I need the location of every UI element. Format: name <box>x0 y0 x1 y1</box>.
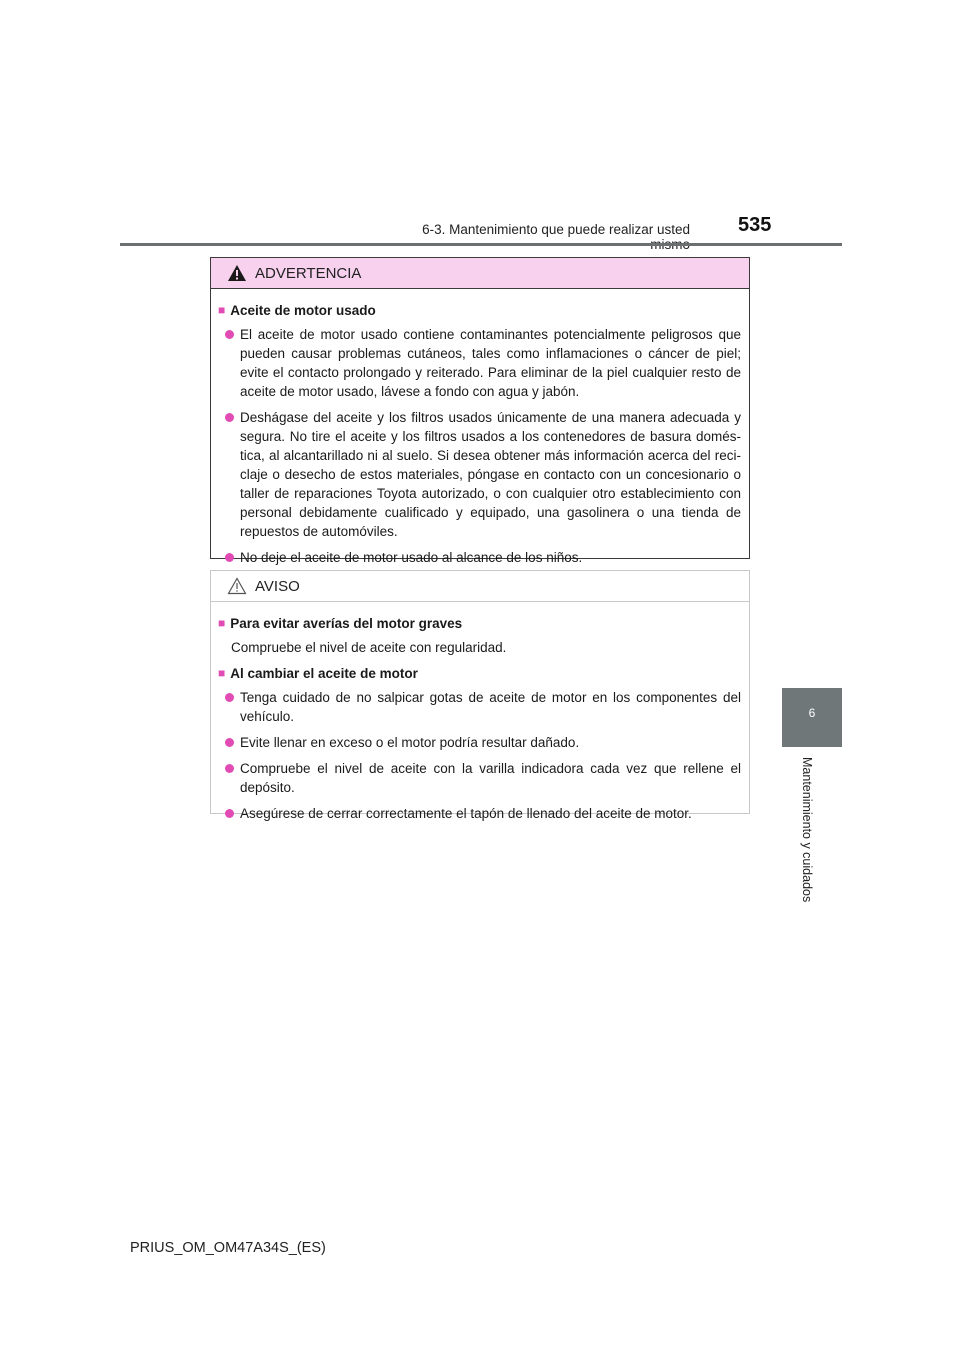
list-item <box>218 759 741 797</box>
notice-subheading-text: Para evitar averías del motor graves <box>230 616 463 631</box>
round-bullet-icon <box>225 738 234 747</box>
notice-title: AVISO <box>255 577 300 595</box>
list-item-text: Evite llenar en exceso o el motor podría resultar dañado. <box>240 735 580 750</box>
round-bullet-icon <box>225 330 234 339</box>
warning-triangle-filled-icon <box>227 264 247 282</box>
list-item <box>218 804 741 823</box>
chapter-tab <box>782 688 842 747</box>
notice-subheading-1 <box>218 614 741 633</box>
notice-box <box>210 570 750 821</box>
list-item-text: Asegúrese de cerrar correctamente el tapón de llenado del aceite de motor. <box>240 806 692 821</box>
notice-body <box>211 602 749 823</box>
warning-title: ADVERTENCIA <box>255 264 362 282</box>
square-bullet-icon: ■ <box>218 303 226 317</box>
square-bullet-icon: ■ <box>218 616 226 630</box>
warning-header <box>211 258 749 289</box>
notice-paragraph: Compruebe el nivel de aceite con regularidad. <box>231 640 507 655</box>
list-item-text: Compruebe el nivel de aceite con la varilla indicadora cada vez que rellene el depósito. <box>240 761 741 795</box>
list-item-text: El aceite de motor usado contiene contaminantes potencialmente peligrosos que pueden causar problemas cutáneos, tales como inflamaciones o cáncer de piel; evite el contacto prolongado y reiterado. Para eliminar de la piel cualquier resto de aceite de motor usado, lávese a fondo con agua y jabón. <box>240 327 741 399</box>
round-bullet-icon <box>225 553 234 562</box>
warning-box <box>210 257 750 565</box>
warning-triangle-outline-icon <box>227 577 247 595</box>
warning-subheading-text: Aceite de motor usado <box>230 303 376 318</box>
round-bullet-icon <box>225 764 234 773</box>
list-item <box>218 733 741 752</box>
round-bullet-icon <box>225 809 234 818</box>
notice-header <box>211 571 749 602</box>
section-header: 6-3. Mantenimiento que puede realizar usted <box>422 222 690 237</box>
list-item-text: No deje el aceite de motor usado al alcance de los niños. <box>240 550 583 565</box>
chapter-title: Mantenimiento y cuidados <box>800 757 814 903</box>
list-item <box>218 688 741 726</box>
warning-subheading <box>218 301 741 320</box>
page-number: 535 <box>738 214 772 236</box>
chapter-number: 6 <box>808 706 816 720</box>
notice-subheading-text: Al cambiar el aceite de motor <box>230 666 418 681</box>
warning-body <box>211 289 749 567</box>
list-item <box>218 325 741 401</box>
list-item <box>218 408 741 541</box>
list-item-text: Deshágase del aceite y los filtros usados únicamente de una manera adecuada y segura. No tire el aceite y los filtros usados a los contenedores de basura domés-tica, al alcantarillado ni al suelo. Si desea obtener más información acerca del reci-claje o desecho de estos materiales, póngase en contacto con un concesionario o taller de reparaciones Toyota autorizado, o con cualquier otro establecimiento con personal debidamente cualificado y equipado, una gasolinera o una tienda de repuestos de automóviles. <box>240 410 741 539</box>
square-bullet-icon: ■ <box>218 666 226 680</box>
round-bullet-icon <box>225 413 234 422</box>
document-code: PRIUS_OM_OM47A34S_(ES) <box>130 1240 326 1256</box>
notice-subheading-2 <box>218 664 741 683</box>
round-bullet-icon <box>225 693 234 702</box>
list-item-text: Tenga cuidado de no salpicar gotas de aceite de motor en los componentes del vehículo. <box>240 690 741 724</box>
list-item <box>218 548 741 567</box>
header-divider <box>120 243 842 246</box>
